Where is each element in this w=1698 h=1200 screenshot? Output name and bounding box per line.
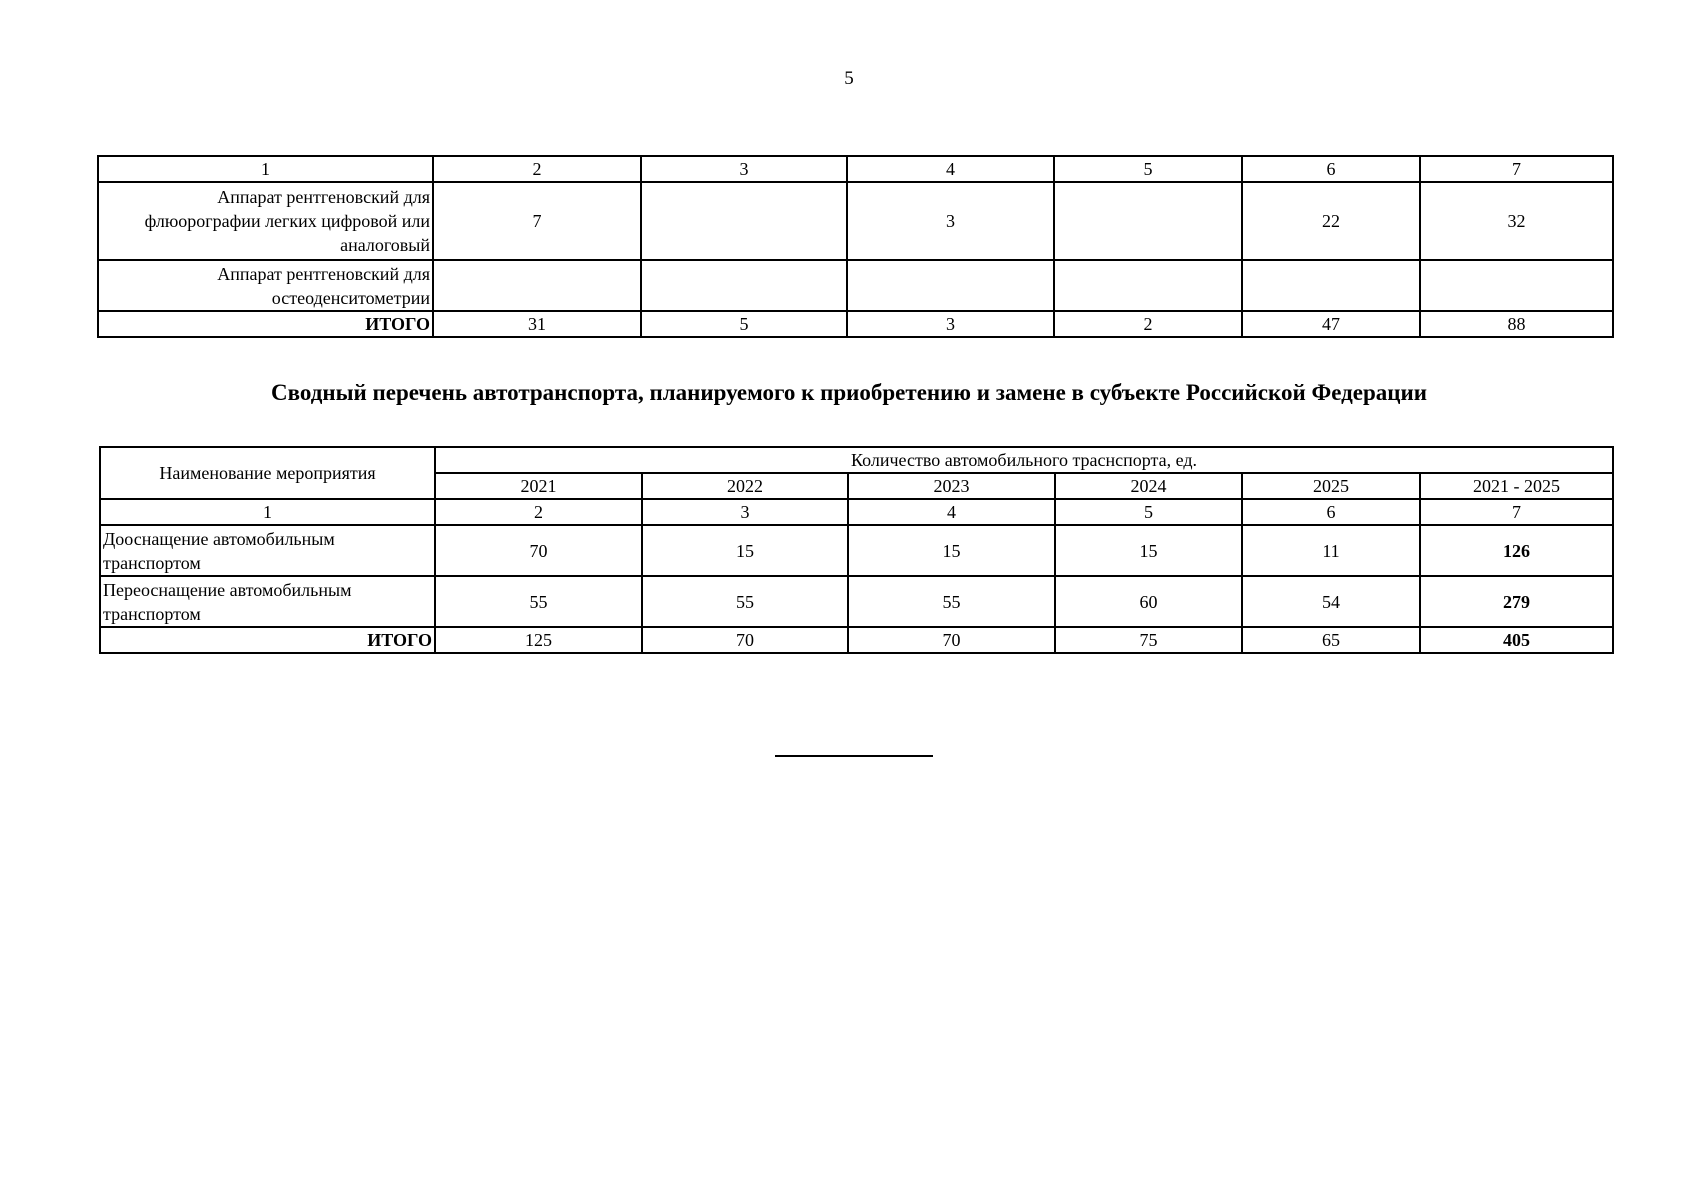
table-row xyxy=(98,260,1613,311)
column-number: 6 xyxy=(1242,499,1420,525)
row-name-line: остеоденситометрии xyxy=(271,287,430,308)
table-row xyxy=(100,576,1613,627)
cell-value xyxy=(433,260,641,311)
total-value: 125 xyxy=(435,627,642,653)
cell-value: 7 xyxy=(433,182,641,260)
cell-value xyxy=(1054,182,1242,260)
row-name-line: транспортом xyxy=(103,552,201,573)
header-row xyxy=(100,447,1613,473)
cell-value: 3 xyxy=(847,182,1054,260)
cell-value xyxy=(641,182,847,260)
total-label: ИТОГО xyxy=(100,627,435,653)
year-header: 2021 - 2025 xyxy=(1420,473,1613,499)
total-row xyxy=(100,627,1613,653)
total-value: 2 xyxy=(1054,311,1242,337)
cell-value: 11 xyxy=(1242,525,1420,576)
column-number: 7 xyxy=(1420,499,1613,525)
year-header: 2022 xyxy=(642,473,848,499)
cell-value: 70 xyxy=(435,525,642,576)
total-label: ИТОГО xyxy=(98,311,433,337)
row-name xyxy=(98,182,433,260)
row-name xyxy=(100,576,435,627)
row-name-line: транспортом xyxy=(103,603,201,624)
total-value: 70 xyxy=(848,627,1055,653)
total-value: 88 xyxy=(1420,311,1613,337)
cell-value: 15 xyxy=(642,525,848,576)
cell-value: 15 xyxy=(1055,525,1242,576)
year-header: 2024 xyxy=(1055,473,1242,499)
total-value: 70 xyxy=(642,627,848,653)
column-number: 7 xyxy=(1420,156,1613,182)
row-name xyxy=(100,525,435,576)
cell-value xyxy=(1420,260,1613,311)
vehicles-table xyxy=(99,446,1614,654)
total-value: 47 xyxy=(1242,311,1420,337)
cell-value: 54 xyxy=(1242,576,1420,627)
table-row xyxy=(100,525,1613,576)
row-name-line: флюорографии легких цифровой или xyxy=(144,211,430,231)
cell-value-total: 126 xyxy=(1420,525,1613,576)
column-number: 1 xyxy=(98,156,433,182)
total-value: 405 xyxy=(1420,627,1613,653)
row-name-line: Переоснащение автомобильным xyxy=(103,579,352,600)
cell-value: 55 xyxy=(642,576,848,627)
column-number: 2 xyxy=(435,499,642,525)
equipment-table-continued xyxy=(97,155,1614,338)
cell-value: 15 xyxy=(848,525,1055,576)
total-value: 5 xyxy=(641,311,847,337)
column-number: 4 xyxy=(848,499,1055,525)
page-number: 5 xyxy=(844,68,854,89)
column-number-row xyxy=(98,156,1613,182)
cell-value xyxy=(847,260,1054,311)
row-name-line: Аппарат рентгеновский для xyxy=(217,263,430,284)
column-number: 3 xyxy=(642,499,848,525)
column-number: 2 xyxy=(433,156,641,182)
year-header: 2021 xyxy=(435,473,642,499)
column-number: 5 xyxy=(1055,499,1242,525)
row-name xyxy=(98,260,433,311)
column-number: 6 xyxy=(1242,156,1420,182)
row-name-line: Дооснащение автомобильным xyxy=(103,528,335,549)
cell-value xyxy=(1054,260,1242,311)
end-of-document-rule xyxy=(775,755,933,757)
total-value: 31 xyxy=(433,311,641,337)
cell-value-total: 279 xyxy=(1420,576,1613,627)
year-header: 2023 xyxy=(848,473,1055,499)
cell-value xyxy=(1242,260,1420,311)
row-name-line: аналоговый xyxy=(340,235,430,255)
total-value: 3 xyxy=(847,311,1054,337)
column-number: 4 xyxy=(847,156,1054,182)
name-column-header: Наименование мероприятия xyxy=(100,447,435,499)
column-number-row xyxy=(100,499,1613,525)
cell-value xyxy=(641,260,847,311)
cell-value: 22 xyxy=(1242,182,1420,260)
column-number: 3 xyxy=(641,156,847,182)
section-title: Сводный перечень автотранспорта, планируемого к приобретению и замене в субъекте Российской Федерации xyxy=(270,380,1427,405)
group-header: Количество автомобильного траснспорта, ед. xyxy=(435,447,1613,473)
cell-value: 55 xyxy=(435,576,642,627)
year-header: 2025 xyxy=(1242,473,1420,499)
row-name-line: Аппарат рентгеновский для xyxy=(217,187,430,207)
total-value: 65 xyxy=(1242,627,1420,653)
table-row xyxy=(98,182,1613,260)
total-row xyxy=(98,311,1613,337)
cell-value: 60 xyxy=(1055,576,1242,627)
column-number: 5 xyxy=(1054,156,1242,182)
cell-value: 32 xyxy=(1420,182,1613,260)
total-value: 75 xyxy=(1055,627,1242,653)
column-number: 1 xyxy=(100,499,435,525)
cell-value: 55 xyxy=(848,576,1055,627)
